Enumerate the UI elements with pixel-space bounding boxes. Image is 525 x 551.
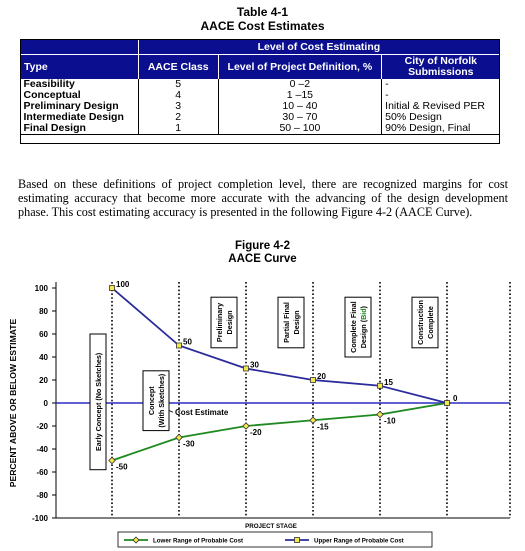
upper-data-label: 100 — [116, 280, 130, 289]
stage-label: Complete — [426, 306, 435, 339]
cell-aace-class: 1 — [138, 123, 218, 135]
stage-label: Design (Bid) — [359, 305, 368, 349]
stage-label: (With Sketches) — [157, 373, 166, 428]
x-axis-title: PROJECT STAGE — [245, 523, 297, 530]
stage-label: Design — [225, 310, 234, 335]
cell-city: - — [385, 89, 389, 101]
legend-upper-marker — [295, 538, 300, 543]
y-tick-label: 60 — [39, 330, 48, 339]
cell-city: Initial & Revised PER — [385, 100, 485, 112]
upper-range-point — [177, 343, 182, 348]
upper-range-point — [378, 383, 383, 388]
stage-label: Preliminary — [215, 302, 224, 343]
cell-aace-class: 2 — [138, 112, 218, 123]
table-row — [21, 79, 500, 90]
lower-range-point — [176, 434, 182, 440]
cell-city: - — [385, 78, 389, 90]
y-tick-label: -100 — [31, 514, 48, 523]
y-tick-label: -80 — [36, 491, 48, 500]
lower-range-point — [377, 411, 383, 417]
y-tick-label: -40 — [36, 445, 48, 454]
header-city — [382, 55, 500, 80]
y-tick-label: 0 — [43, 399, 48, 408]
upper-data-label: 50 — [183, 337, 192, 347]
cell-definition: 30 – 70 — [218, 112, 382, 123]
lower-range-point — [310, 417, 316, 423]
lower-data-label: -50 — [116, 462, 128, 472]
upper-range-point — [311, 378, 316, 383]
header-aace-class: AACE Class — [138, 55, 218, 80]
stage-label: Early Concept (No Sketches) — [94, 352, 103, 451]
cell-city: 50% Design — [385, 111, 442, 123]
header-definition: Level of Project Definition, % — [218, 55, 382, 80]
cell-definition: 0 –2 — [218, 79, 382, 90]
cell-definition: 50 – 100 — [218, 123, 382, 135]
upper-data-label: 20 — [317, 372, 326, 381]
header-city-line1: City of Norfolk — [404, 55, 477, 67]
upper-data-label: 15 — [384, 377, 393, 387]
table-super-header: Level of Cost Estimating — [138, 40, 499, 55]
lower-data-label: -30 — [183, 439, 195, 449]
y-tick-label: 80 — [39, 307, 48, 316]
legend-upper-label: Upper Range of Probable Cost — [314, 537, 404, 545]
cost-estimates-table — [20, 39, 500, 135]
lower-data-label: -15 — [317, 422, 329, 432]
stage-label: Concept — [147, 386, 156, 416]
legend-lower-label: Lower Range of Probable Cost — [153, 537, 244, 545]
cell-aace-class: 5 — [138, 79, 218, 90]
y-tick-label: 40 — [39, 353, 48, 362]
cell-definition: 1 –15 — [218, 90, 382, 101]
stage-label: Partial Final — [282, 302, 291, 343]
y-tick-label: -60 — [36, 468, 48, 477]
figure-caption-number: Figure 4-2 — [235, 240, 290, 252]
table-super-header-row — [21, 40, 500, 55]
table-caption-number: Table 4-1 — [236, 5, 289, 19]
table-caption-title: AACE Cost Estimates — [200, 19, 325, 33]
lower-range-point — [243, 423, 249, 429]
upper-range-point — [445, 401, 450, 406]
header-city-line2: Submissions — [408, 66, 474, 78]
upper-data-label: 30 — [250, 360, 259, 370]
stage-label: Construction — [416, 300, 425, 345]
cell-type: Intermediate Design — [21, 112, 139, 123]
table-row — [21, 123, 500, 135]
cell-type: Preliminary Design — [21, 101, 139, 112]
cell-type: Final Design — [21, 123, 139, 135]
upper-range-point — [244, 366, 249, 371]
stage-label: Design — [292, 310, 301, 335]
cell-city: 90% Design, Final — [382, 123, 500, 135]
upper-range-point — [110, 286, 115, 291]
cell-type: Conceptual — [21, 90, 139, 101]
lower-data-label: -20 — [250, 428, 262, 437]
upper-data-label: 0 — [453, 394, 458, 403]
cell-type: Feasibility — [21, 79, 139, 90]
lower-range-point — [109, 457, 115, 463]
header-type: Type — [21, 55, 139, 80]
cell-aace-class: 4 — [138, 90, 218, 101]
lower-data-label: -10 — [384, 416, 396, 426]
y-tick-label: 100 — [34, 284, 48, 293]
y-tick-label: -20 — [36, 422, 48, 431]
body-paragraph: Based on these definitions of project completion level, there are recognized margins for cost estimating accuracy that become more accurate with the advancing of the design development phase. This cost estimating accuracy is presented in the following Figure 4-2 (AACE Curve). — [18, 177, 508, 219]
stage-label: Complete Final — [349, 301, 358, 353]
cell-definition: 10 – 40 — [218, 101, 382, 112]
y-tick-label: 20 — [39, 376, 48, 385]
aace-curve-chart — [0, 270, 525, 551]
y-axis-title: PERCENT ABOVE OR BELOW ESTIMATE — [8, 318, 18, 488]
cell-aace-class: 3 — [138, 101, 218, 112]
cost-estimate-label: Cost Estimate — [175, 408, 229, 418]
figure-caption-title: AACE Curve — [228, 253, 297, 265]
table-header-row — [21, 55, 500, 80]
